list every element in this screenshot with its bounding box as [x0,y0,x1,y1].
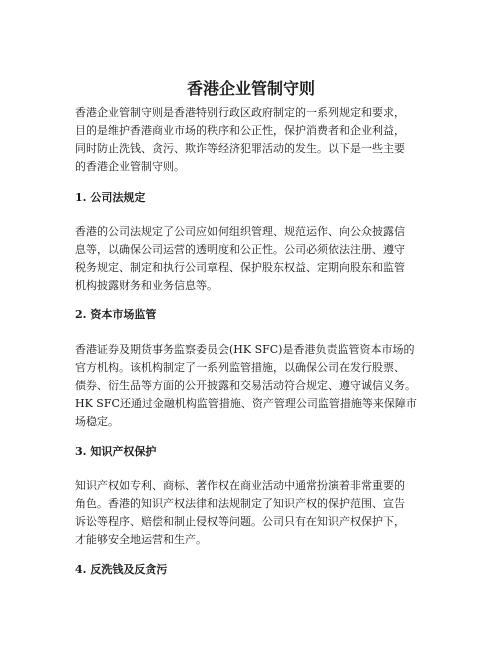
paragraph-line: 知识产权如专利、商标、著作权在商业活动中通常扮演着非常重要的 [75,479,405,492]
section-paragraph-ip-protection [75,477,435,549]
section-heading-ip-protection: 3. 知识产权保护 [75,445,157,458]
section-paragraph-capital-market [75,341,435,431]
intro-line: 香港企业管制守则是香港特别行政区政府制定的一系列规定和要求， [75,106,405,119]
paragraph-line: 角色。香港的知识产权法律和法规制定了知识产权的保护范围、宣告 [75,497,405,510]
paragraph-line: 债券、衍生品等方面的公开披露和交易活动符合规定、遵守诚信义务。 [75,379,416,392]
paragraph-line: 税务规定、制定和执行公司章程、保护股东权益、定期向股东和监管 [75,261,405,274]
intro-line: 同时防止洗钱、贪污、欺诈等经济犯罪活动的发生。以下是一些主要 [75,142,405,155]
paragraph-line: 息等，以确保公司运营的透明度和公正性。公司必须依法注册、遵守 [75,243,405,256]
paragraph-line: HK SFC还通过金融机构监管措施、资产管理公司监管措施等来保障市 [75,397,417,410]
paragraph-line: 香港的公司法规定了公司应如何组织管理、规范运作、向公众披露信 [75,225,405,238]
section-heading-company-law: 1. 公司法规定 [75,191,146,204]
intro-line: 目的是维护香港商业市场的秩序和公正性，保护消费者和企业利益， [75,124,405,137]
paragraph-line: 诉讼等程序、赔偿和制止侵权等问题。公司只有在知识产权保护下， [75,515,405,528]
paragraph-line: 官方机构。该机构制定了一系列监管措施，以确保公司在发行股票、 [75,361,405,374]
document-title: 香港企业管制守则 [186,79,315,98]
intro-line: 的香港企业管制守则。 [75,160,185,173]
section-heading-capital-market: 2. 资本市场监管 [75,308,157,321]
section-heading-anti-money-laundering: 4. 反洗钱及反贪污 [75,563,168,576]
paragraph-line: 香港证券及期货事务监察委员会(HK SFC)是香港负责监管资本市场的 [75,343,415,356]
section-paragraph-company-law [75,223,435,295]
paragraph-line: 才能够安全地运营和生产。 [75,533,207,546]
paragraph-line: 场稳定。 [75,415,119,428]
intro-paragraph [75,104,435,176]
paragraph-line: 机构披露财务和业务信息等。 [75,279,218,292]
